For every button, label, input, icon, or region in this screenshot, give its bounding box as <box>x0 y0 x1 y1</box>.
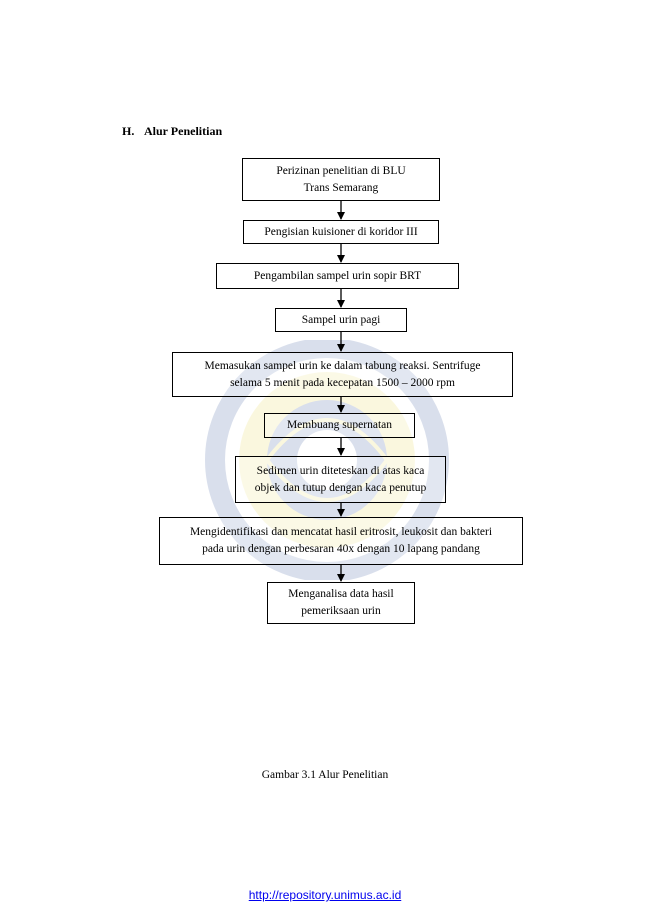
flow-step-label: Membuang supernatan <box>286 419 393 431</box>
section-number: H. <box>122 124 135 138</box>
flow-step-supernatan <box>264 413 415 438</box>
flow-step-pengambilan-sampel <box>216 263 459 289</box>
flow-step-label: Memasukan sampel urin ke dalam tabung reaksi. Sentrifuge selama 5 menit pada kecepatan 1500 – 2000 rpm <box>204 359 481 389</box>
flow-step-label: Sedimen urin diteteskan di atas kaca objek dan tutup dengan kaca penutup <box>254 464 427 494</box>
flow-step-sedimen <box>235 456 446 503</box>
flow-step-label: Sampel urin pagi <box>301 313 381 326</box>
flow-step-identifikasi <box>159 517 523 565</box>
flow-step-label: Pengambilan sampel urin sopir BRT <box>253 269 422 282</box>
flow-step-sentrifuge <box>172 352 513 397</box>
flow-step-perizinan <box>242 158 440 201</box>
flow-step-kuisioner <box>243 220 439 244</box>
repository-link[interactable]: http://repository.unimus.ac.id <box>248 888 402 902</box>
flow-step-label: Pengisian kuisioner di koridor III <box>264 225 418 238</box>
flow-step-label: Menganalisa data hasil pemeriksaan urin <box>288 588 394 617</box>
section-title: Alur Penelitian <box>144 124 223 138</box>
flow-step-label: Perizinan penelitian di BLU Trans Semarang <box>276 164 406 194</box>
flow-step-analisa <box>267 582 415 624</box>
figure-caption: Gambar 3.1 Alur Penelitian <box>261 769 389 781</box>
flow-step-sampel-pagi <box>275 308 407 332</box>
flow-step-label: Mengidentifikasi dan mencatat hasil eritrosit, leukosit dan bakteri pada urin dengan perbesaran 40x dengan 10 lapang pandang <box>189 526 493 555</box>
